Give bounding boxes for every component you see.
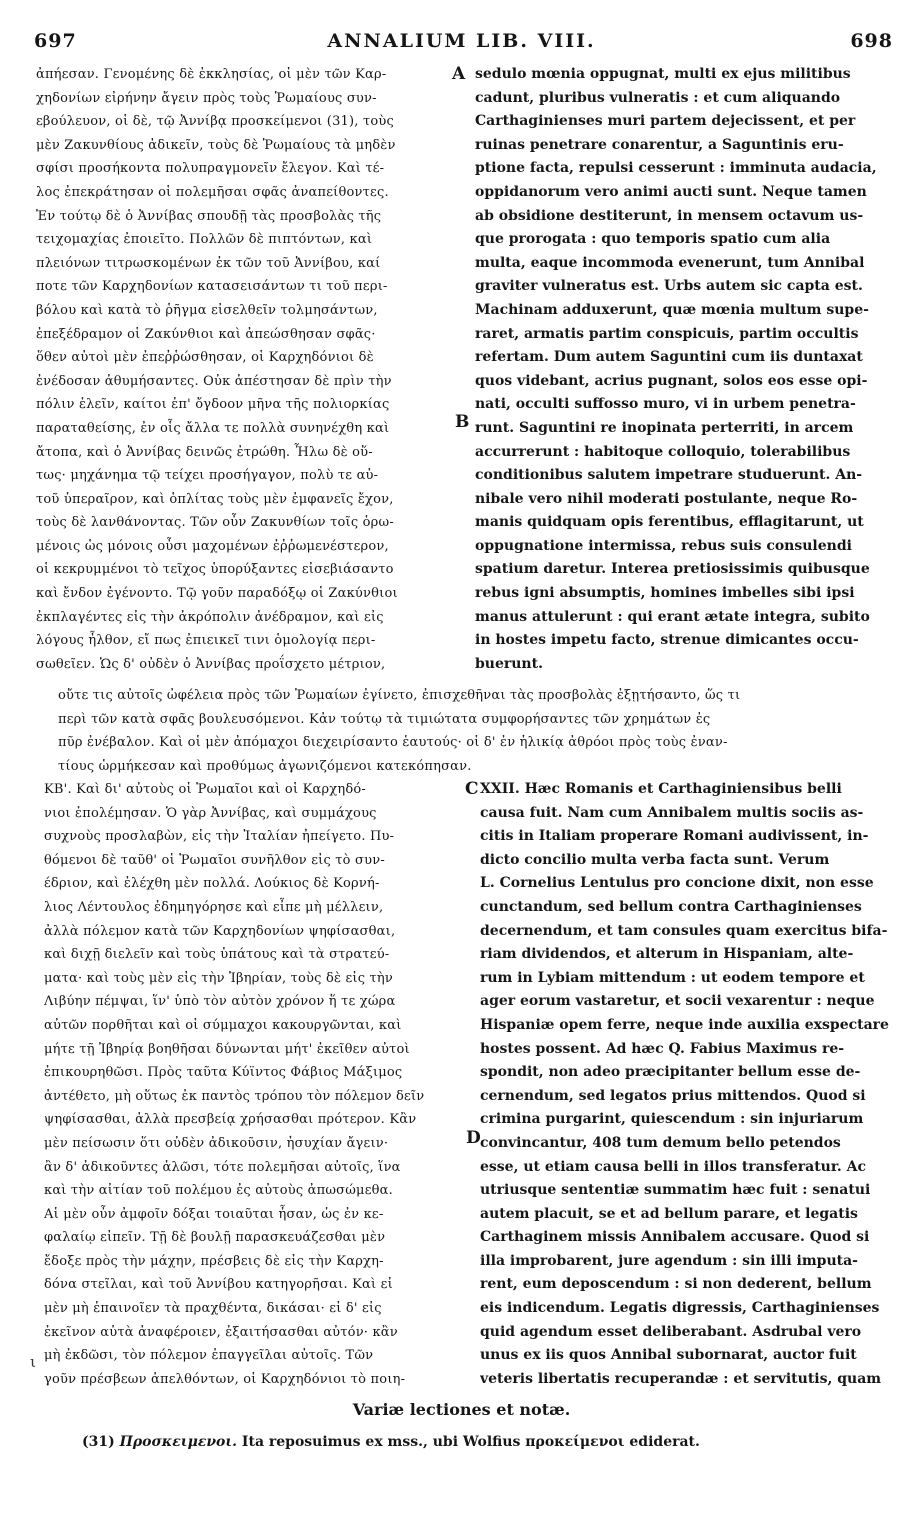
- greek-text-line: τοῦ ὑπεραῖρον, καὶ ὁπλίτας τοὺς μὲν ἐμφανεῖς ἔχον,: [36, 491, 394, 507]
- greek-text-line: μὲν Ζακυνθίους ἀδικεῖν, τοὺς δὲ Ῥωμαίους τὰ μηδὲν: [36, 137, 396, 153]
- latin-text-line: manus attulerunt : qui erant ætate integra, subito: [475, 608, 870, 625]
- greek-text-line: πόλιν ἑλεῖν, καίτοι ἐπ' ὄγδοον μῆνα τῆς πολιορκίας: [36, 397, 390, 413]
- greek-column-bottom: [44, 778, 464, 1391]
- footnote: [82, 1434, 700, 1450]
- latin-text-line: que prorogata : quo temporis spatio cum alia: [475, 231, 831, 248]
- latin-text-line: unus ex iis quos Annibal subornarat, auctor fuit: [480, 1347, 857, 1364]
- latin-text-line: L. Cornelius Lentulus pro concione dixit, non esse: [480, 875, 874, 892]
- variae-lectiones-heading: Variæ lectiones et notæ.: [352, 1400, 571, 1419]
- latin-text-line: illa improbarent, jure agendum : sin illi imputa-: [480, 1252, 858, 1269]
- greek-text-line: Αἱ μὲν οὖν ἀμφοῖν δόξαι τοιαῦται ἦσαν, ὡς ἐν κε-: [44, 1206, 384, 1222]
- greek-text-line: Λιβύην πέμψαι, ἵν' ὑπὸ τὸν αὐτὸν χρόνον ἥ τε χώρα: [44, 994, 396, 1010]
- latin-text-line: nati, occulti suffosso muro, vi in urbem penetra-: [475, 396, 856, 413]
- latin-text-line: oppugnatione intermissa, rebus suis consulendi: [475, 537, 852, 554]
- greek-text-line: σωθεῖεν. Ὡς δ' οὐδὲν ὁ Ἀννίβας προΐσχετο μέτριον,: [36, 656, 386, 672]
- greek-text-line: τίους ὡρμήκεσαν καὶ προθύμως ἀγωνιζόμενοι κατεκόπησαν.: [58, 758, 472, 774]
- latin-text-line: Carthaginem missis Annibalem accusare. Quod si: [480, 1229, 870, 1246]
- latin-text-line: utriusque sententiæ summatim hæc fuit : senatui: [480, 1182, 871, 1199]
- latin-text-line: ager eorum vastaretur, et socii vexarentur : neque: [480, 993, 875, 1010]
- greek-text-line: ἐνέδοσαν ἀθυμήσαντες. Οὐκ ἀπέστησαν δὲ πρὶν τὴν: [36, 373, 392, 389]
- latin-text-line: ptione facta, repulsi cesserunt : imminuta audacia,: [475, 160, 877, 177]
- greek-text-line: βόλου καὶ κατὰ τὸ ῥῆγμα εἰσελθεῖν τολμησάντων,: [36, 302, 378, 318]
- latin-text-line: conditionibus salutem impetrare studuerunt. An-: [475, 467, 863, 484]
- greek-text-line: φαλαίῳ εἰπεῖν. Τῇ δὲ βουλῇ παρασκευάζεσθαι μὲν: [44, 1230, 386, 1246]
- latin-text-line: sedulo mœnia oppugnat, multi ex ejus militibus: [475, 66, 851, 82]
- greek-text-line: αὐτῶν πορθῆται καὶ οἱ σύμμαχοι κακουργῶνται, καὶ: [44, 1017, 402, 1033]
- greek-text-line: ἐπικουρηθῶσι. Πρὸς ταῦτα Κύϊντος Φάβιος Μάξιμος: [44, 1065, 403, 1081]
- greek-text-line: νιοι ἐπολέμησαν. Ὁ γὰρ Ἀννίβας, καὶ συμμάχους: [44, 805, 377, 821]
- greek-text-line: τως· μηχάνημα τῷ τείχει προσήγαγον, πολὺ τε αὐ-: [36, 468, 379, 484]
- greek-text-line: δόνα στεῖλαι, καὶ τοῦ Ἀννίβου κατηγορῆσαι. Καὶ εἰ: [44, 1277, 393, 1293]
- latin-text-line: accurrerunt : habitoque colloquio, tolerabilibus: [475, 443, 851, 460]
- greek-text-line: παραταθείσης, ἐν οἷς ἄλλα τε πολλὰ συνηνέχθη καὶ: [36, 420, 390, 436]
- greek-text-line: ματα· καὶ τοὺς μὲν εἰς τὴν Ἰβηρίαν, τοὺς δὲ εἰς τὴν: [44, 970, 394, 986]
- greek-text-line: τοὺς δὲ λανθάνοντας. Τῶν οὖν Ζακυνθίων τοῖς ὁρω-: [36, 515, 394, 531]
- side-mark: ι: [30, 1353, 36, 1371]
- latin-text-line: esse, ut etiam causa belli in illos transferatur. Ac: [480, 1158, 867, 1175]
- latin-text-line: dicto concilio multa verba facta sunt. Verum: [480, 851, 830, 868]
- greek-text-line: μὲν μὴ ἐπαινοῖεν τὰ πραχθέντα, δικάσαι· εἰ δ' εἰς: [44, 1301, 382, 1317]
- greek-text-line: καὶ τὴν αἰτίαν τοῦ πολέμου ἐς αὐτοὺς ἀπωσώμεθα.: [44, 1183, 393, 1199]
- greek-text-line: εβούλευον, οἱ δὲ, τῷ Ἀννίβᾳ προσκείμενοι (31), τοὺς: [36, 114, 394, 130]
- latin-column-bottom: [480, 778, 896, 1391]
- latin-column-top: [475, 63, 895, 676]
- latin-text-line: cadunt, pluribus vulneratis : et cum aliquando: [475, 89, 841, 106]
- greek-text-line: συχνοὺς προσλαβὼν, εἰς τὴν Ἰταλίαν ἠπείγετο. Πυ-: [44, 829, 395, 845]
- latin-text-line: ab obsidione destiterunt, in mensem octavum us-: [475, 207, 864, 224]
- greek-text-line: ἄτοπα, καὶ ὁ Ἀννίβας δεινῶς ἐτρώθη. Ἦλω δὲ οὕ-: [36, 444, 373, 460]
- greek-text-line: τειχομαχίας ἐποιεῖτο. Πολλῶν δὲ πιπτόντων, καὶ: [36, 232, 373, 248]
- greek-text-line: ἀντέθετο, μὴ οὕτως ἐκ παντὸς τρόπου τὸν πόλεμον δεῖν: [44, 1088, 425, 1104]
- margin-letter-a: A: [452, 64, 466, 84]
- greek-text-line: ΚΒ'. Καὶ δι' αὐτοὺς οἱ Ῥωμαῖοι καὶ οἱ Καρχηδό-: [44, 782, 367, 797]
- greek-text-line: μένοις ὡς μόνοις οὖσι μαχομένων ἐῤῥωμενέστερον,: [36, 538, 389, 554]
- latin-text-line: Machinam adduxerunt, quæ mœnia multum supe-: [475, 301, 869, 318]
- latin-text-line: in hostes impetu facto, strenue dimicantes occu-: [475, 632, 859, 649]
- greek-text-line: μὲν πείσωσιν ὅτι οὐδὲν ἀδικοῦσιν, ἡσυχίαν ἄγειν·: [44, 1135, 389, 1151]
- greek-text-line: μήτε τῇ Ἰβηρίᾳ βοηθῆσαι δύνωνται μήτ' ἐκεῖθεν αὐτοὶ: [44, 1041, 410, 1057]
- greek-text-line: οἱ κεκρυμμένοι τὸ τεῖχος ὑπορύξαντες εἰσεβιάσαντο: [36, 562, 394, 578]
- latin-text-line: convincantur, 408 tum demum bello petendos: [480, 1134, 841, 1151]
- greek-text-line: ἐκπλαγέντες εἰς τὴν ἀκρόπολιν ἀνέδραμον, καὶ εἰς: [36, 609, 384, 625]
- greek-text-line: θόμενοι δὲ ταῦθ' οἱ Ῥωμαῖοι συνῆλθον εἰς τὸ συν-: [44, 852, 385, 868]
- latin-text-line: crimina purgarint, quiescendum : sin injuriarum: [480, 1111, 864, 1128]
- greek-text-line: ἀπήεσαν. Γενομένης δὲ ἐκκλησίας, οἱ μὲν τῶν Καρ-: [36, 67, 387, 82]
- greek-text-line: λόγους ἦλθον, εἴ πως ἐπιεικεῖ τινι ὁμολογίᾳ περι-: [36, 633, 376, 649]
- latin-text-line: decernendum, et tam consules quam exercitus bifa-: [480, 922, 888, 939]
- latin-text-line: spondit, non adeo præcipitanter bellum esse de-: [480, 1064, 861, 1081]
- latin-text-line: citis in Italiam properare Romani audivissent, in-: [480, 828, 869, 845]
- latin-text-line: Hispaniæ opem ferre, neque inde auxilia exspectare: [480, 1016, 889, 1033]
- footnote-lemma: Προσκειμενοι.: [119, 1434, 238, 1450]
- greek-text-line: ἐπεξέδραμον οἱ Ζακύνθιοι καὶ ἀπεώσθησαν σφᾶς·: [36, 326, 376, 342]
- latin-text-line: cernendum, sed legatos prius mittendos. Quod si: [480, 1087, 866, 1104]
- greek-text-line: ἂν δ' ἀδικοῦντες ἁλῶσι, τότε πολεμῆσαι αὐτοῖς, ἵνα: [44, 1159, 401, 1175]
- greek-text-line: οὔτε τις αὐτοῖς ὠφέλεια πρὸς τῶν Ῥωμαίων ἐγίνετο, ἐπισχεθῆναι τὰς προσβολὰς ἐξῃτήσαντο, ὥς τι: [58, 688, 741, 703]
- latin-text-line: spatium daretur. Interea pretiosissimis quibusque: [475, 561, 870, 578]
- greek-full-width-block: [58, 684, 898, 778]
- greek-text-line: ὅθεν αὐτοὶ μὲν ἐπεῤῥώσθησαν, οἱ Καρχηδόνιοι δὲ: [36, 350, 374, 366]
- greek-text-line: ἐκεῖνον αὐτὰ ἀναφέροιεν, ἐξαιτήσασθαι αὐτόν· κἂν: [44, 1324, 398, 1340]
- greek-text-line: καὶ διχῇ διελεῖν καὶ τοὺς ὑπάτους καὶ τὰ στρατεύ-: [44, 947, 390, 963]
- margin-letter-b: B: [455, 412, 470, 432]
- latin-text-line: eis indicendum. Legatis digressis, Carthaginienses: [480, 1300, 880, 1317]
- latin-text-line: hostes possent. Ad hæc Q. Fabius Maximus re-: [480, 1040, 845, 1057]
- latin-text-line: quid agendum esset deliberabant. Asdrubal vero: [480, 1323, 862, 1340]
- greek-text-line: έδριον, καὶ ἐλέχθη μὲν πολλά. Λούκιος δὲ Κορνή-: [44, 876, 380, 892]
- running-title: ANNALIUM LIB. VIII.: [327, 30, 596, 52]
- latin-text-line: ruinas penetrare conarentur, a Saguntinis eru-: [475, 136, 844, 153]
- greek-text-line: Ἐν τούτῳ δὲ ὁ Ἀννίβας σπουδῇ τὰς προσβολὰς τῆς: [36, 208, 382, 224]
- greek-text-line: ποτε τῶν Καρχηδονίων κατασεισάντων τι τοῦ περι-: [36, 279, 388, 295]
- greek-text-line: σφίσι προσήκοντα πολυπραγμονεῖν ἔλεγον. Καὶ τέ-: [36, 161, 385, 177]
- latin-text-line: manis quidquam opis ferentibus, efflagitarunt, ut: [475, 514, 864, 531]
- latin-text-line: refertam. Dum autem Saguntini cum iis duntaxat: [475, 349, 863, 366]
- greek-text-line: ψηφίσασθαι, ἀλλὰ πρεσβείᾳ χρήσασθαι πρότερον. Κἂν: [44, 1112, 417, 1128]
- margin-letter-c: C: [465, 779, 479, 799]
- greek-text-line: λιος Λέντουλος ἐδημηγόρησε καὶ εἶπε μὴ μέλλειν,: [44, 899, 384, 915]
- footnote-number: (31): [82, 1434, 115, 1450]
- greek-column-top: [36, 63, 460, 676]
- margin-letter-d: D: [466, 1128, 481, 1148]
- greek-text-line: χηδονίων εἰρήνην ἄγειν πρὸς τοὺς Ῥωμαίους συν-: [36, 90, 377, 106]
- greek-text-line: περὶ τῶν κατὰ σφᾶς βουλευσόμενοι. Κἀν τούτῳ τὰ τιμιώτατα συμφορήσαντες τῶν χρημάτων ἐς: [58, 711, 711, 727]
- page-number-left: 697: [34, 30, 77, 52]
- greek-text-line: μὴ ἐκδῶσι, τὸν πόλεμον ἐπαγγεῖλαι αὐτοῖς. Τῶν: [44, 1348, 374, 1364]
- latin-text-line: cunctandum, sed bellum contra Carthaginienses: [480, 898, 862, 915]
- latin-text-line: runt. Saguntini re inopinata perterriti, in arcem: [475, 419, 854, 436]
- latin-text-line: Carthaginienses muri partem dejecissent, et per: [475, 113, 856, 130]
- latin-text-line: raret, armatis partim conspicuis, partim occultis: [475, 325, 859, 342]
- latin-text-line: multa, eaque incommoda evenerunt, tum Annibal: [475, 254, 865, 271]
- greek-text-line: γοῦν πρέσβεων ἀπελθόντων, οἱ Καρχηδόνιοι τὸ ποιη-: [44, 1371, 406, 1387]
- greek-text-line: πλειόνων τιτρωσκομένων ἐκ τῶν τοῦ Ἀννίβου, καί: [36, 255, 381, 271]
- latin-text-line: causa fuit. Nam cum Annibalem multis sociis as-: [480, 804, 864, 821]
- latin-text-line: rum in Lybiam mittendum : ut eodem tempore et: [480, 969, 865, 986]
- latin-text-line: XXII. Hæc Romanis et Carthaginiensibus belli: [480, 781, 842, 797]
- greek-text-line: καὶ ἔνδον ἐγένοντο. Τῷ γοῦν παραδόξῳ οἱ Ζακύνθιοι: [36, 586, 398, 602]
- latin-text-line: oppidanorum vero animi aucti sunt. Neque tamen: [475, 183, 867, 200]
- footnote-text: Ita reposuimus ex mss., ubi Wolfius προκείμενοι ediderat.: [241, 1434, 700, 1450]
- latin-text-line: graviter vulneratus est. Urbs autem sic capta est.: [475, 278, 863, 295]
- latin-text-line: nibale vero nihil moderati postulante, neque Ro-: [475, 490, 858, 507]
- greek-text-line: πῦρ ἐνέβαλον. Καὶ οἱ μὲν ἀπόμαχοι διεχειρίσαντο ἑαυτούς· οἱ δ' ἐν ἡλικίᾳ ἀθρόοι πρὸς τοὺς ἐναν-: [58, 735, 728, 751]
- latin-text-line: quos videbant, acrius pugnant, solos eos esse opi-: [475, 372, 868, 389]
- latin-text-line: buerunt.: [475, 655, 543, 672]
- latin-text-line: rent, eum deposcendum : si non dederent, bellum: [480, 1276, 872, 1293]
- latin-text-line: veteris libertatis recuperandæ : et servitutis, quam: [480, 1370, 882, 1387]
- greek-text-line: ἀλλὰ πόλεμον κατὰ τῶν Καρχηδονίων ψηφίσασθαι,: [44, 923, 396, 939]
- page-number-right: 698: [850, 30, 893, 52]
- greek-text-line: λος ἐπεκράτησαν οἱ πολεμῆσαι σφᾶς ἀναπείθοντες.: [36, 184, 389, 200]
- greek-text-line: ἔδοξε πρὸς τὴν μάχην, πρέσβεις δὲ εἰς τὴν Καρχη-: [44, 1253, 384, 1269]
- latin-text-line: autem placuit, se et ad bellum parare, et legatis: [480, 1205, 858, 1222]
- latin-text-line: riam dividendos, et alterum in Hispaniam, alte-: [480, 946, 854, 963]
- latin-text-line: rebus igni absumptis, homines imbelles sibi ipsi: [475, 585, 855, 602]
